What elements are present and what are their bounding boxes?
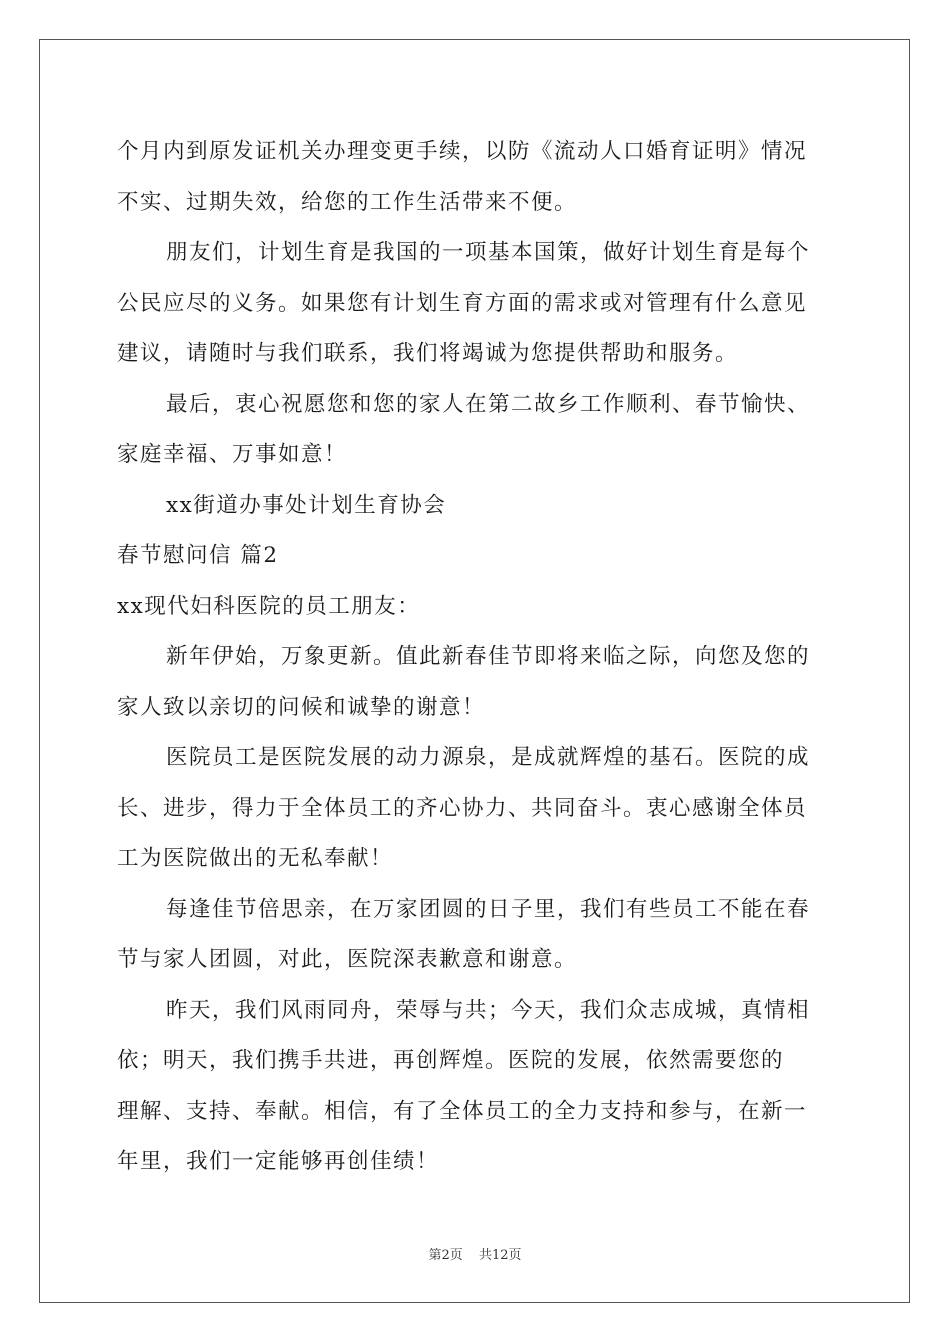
signature-line: xx街道办事处计划生育协会 <box>166 492 447 518</box>
text-line: 最后，衷心祝愿您和您的家人在第二故乡工作顺利、春节愉快、 <box>166 391 811 417</box>
text-line: 每逢佳节倍思亲，在万家团圆的日子里，我们有些员工不能在春 <box>166 896 811 922</box>
page-number: 第2页 <box>428 1248 463 1263</box>
document-body <box>117 127 833 1188</box>
text-line: 不实、过期失效，给您的工作生活带来不便。 <box>117 189 578 215</box>
text-line: 依；明天，我们携手共进，再创辉煌。医院的发展，依然需要您的 <box>117 1048 785 1073</box>
text-line: 新年伊始，万象更新。值此新春佳节即将来临之际，向您及您的 <box>166 644 811 669</box>
text-line: 长、进步，得力于全体员工的齐心协力、共同奋斗。衷心感谢全体员 <box>117 795 808 821</box>
text-line: 家人致以亲切的问候和诚挚的谢意！ <box>117 694 486 720</box>
text-line: 理解、支持、奉献。相信，有了全体员工的全力支持和参与，在新一 <box>117 1098 808 1124</box>
text-line: 年里，我们一定能够再创佳绩！ <box>117 1149 440 1174</box>
salutation: xx现代妇科医院的员工朋友： <box>117 593 421 619</box>
text-line: 家庭幸福、万事如意！ <box>117 442 348 467</box>
text-line: 个月内到原发证机关办理变更手续，以防《流动人口婚育证明》情况 <box>117 139 808 164</box>
text-line: 建议，请随时与我们联系，我们将竭诚为您提供帮助和服务。 <box>117 341 739 366</box>
page-total: 共12页 <box>478 1248 522 1263</box>
text-line: 节与家人团圆，对此，医院深表歉意和谢意。 <box>117 947 578 972</box>
text-line: 工为医院做出的无私奉献！ <box>117 846 394 871</box>
page-footer <box>0 1247 950 1265</box>
text-line: 昨天，我们风雨同舟，荣辱与共；今天，我们众志成城，真情相 <box>166 997 811 1023</box>
section-heading: 春节慰问信 篇2 <box>117 543 279 568</box>
text-line: 医院员工是医院发展的动力源泉，是成就辉煌的基石。医院的成 <box>166 745 811 770</box>
text-line: 朋友们，计划生育是我国的一项基本国策，做好计划生育是每个 <box>166 240 811 265</box>
text-line: 公民应尽的义务。如果您有计划生育方面的需求或对管理有什么意见 <box>117 290 808 316</box>
